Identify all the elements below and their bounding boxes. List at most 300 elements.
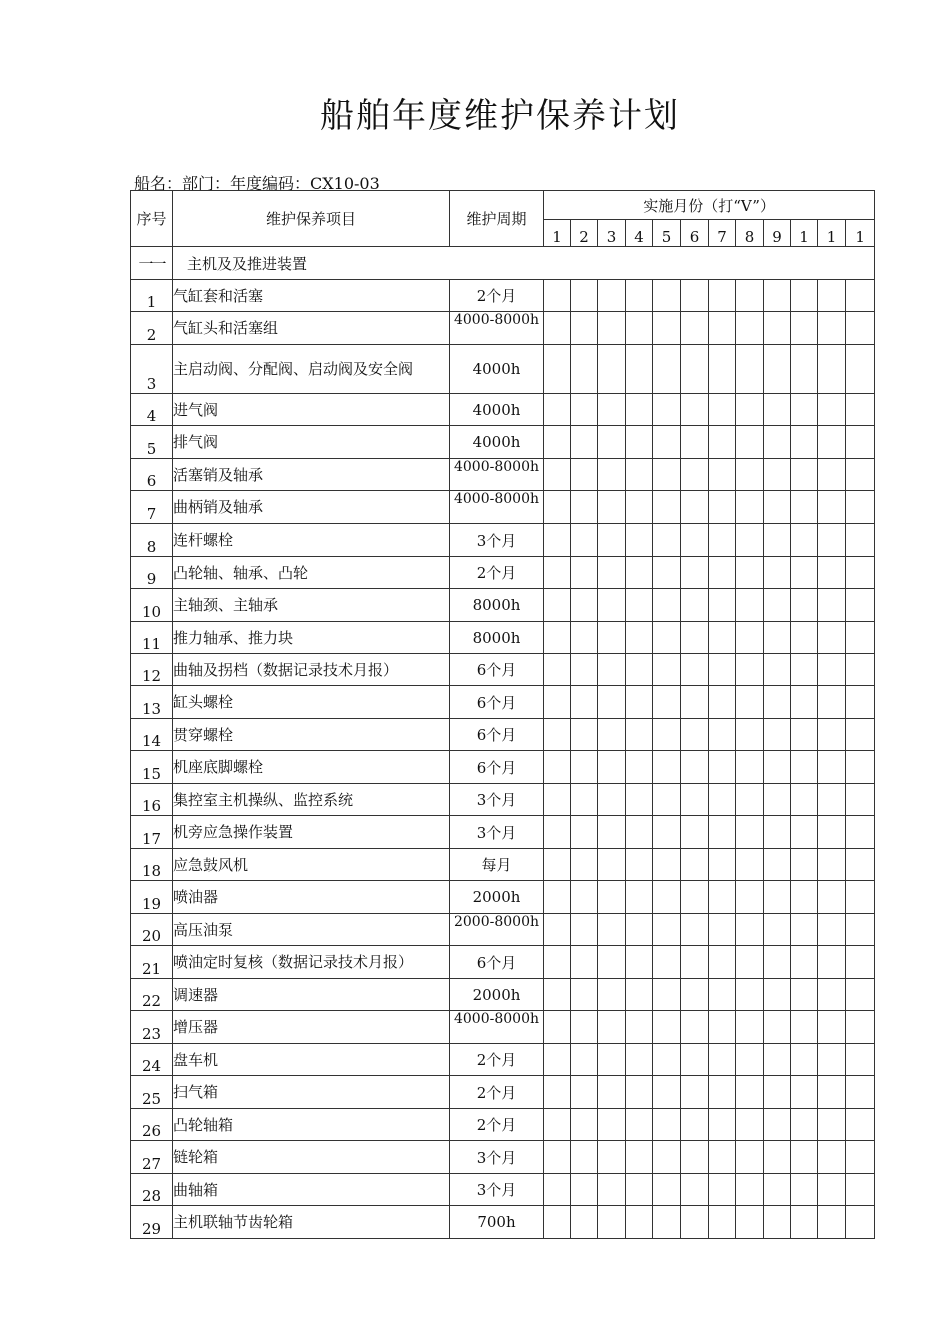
month-check-cell[interactable]: [626, 686, 653, 719]
month-check-cell[interactable]: [653, 280, 681, 312]
month-check-cell[interactable]: [764, 686, 791, 719]
month-check-cell[interactable]: [544, 345, 571, 394]
month-check-cell[interactable]: [791, 459, 818, 491]
month-check-cell[interactable]: [846, 491, 875, 524]
month-check-cell[interactable]: [736, 524, 764, 557]
month-check-cell[interactable]: [544, 459, 571, 491]
month-check-cell[interactable]: [709, 524, 736, 557]
month-check-cell[interactable]: [544, 557, 571, 589]
month-check-cell[interactable]: [571, 946, 598, 979]
month-check-cell[interactable]: [653, 1076, 681, 1109]
month-check-cell[interactable]: [846, 1109, 875, 1141]
month-check-cell[interactable]: [764, 784, 791, 816]
month-check-cell[interactable]: [736, 312, 764, 345]
month-check-cell[interactable]: [544, 524, 571, 557]
month-check-cell[interactable]: [598, 751, 626, 784]
month-check-cell[interactable]: [846, 946, 875, 979]
month-check-cell[interactable]: [709, 784, 736, 816]
month-check-cell[interactable]: [681, 751, 709, 784]
month-check-cell[interactable]: [571, 784, 598, 816]
month-check-cell[interactable]: [653, 394, 681, 426]
month-check-cell[interactable]: [846, 719, 875, 751]
month-check-cell[interactable]: [764, 280, 791, 312]
month-check-cell[interactable]: [791, 784, 818, 816]
month-check-cell[interactable]: [846, 622, 875, 654]
month-check-cell[interactable]: [598, 426, 626, 459]
month-check-cell[interactable]: [626, 979, 653, 1011]
month-check-cell[interactable]: [571, 622, 598, 654]
month-check-cell[interactable]: [544, 1044, 571, 1076]
month-check-cell[interactable]: [544, 946, 571, 979]
month-check-cell[interactable]: [709, 1174, 736, 1206]
month-check-cell[interactable]: [846, 1141, 875, 1174]
month-check-cell[interactable]: [681, 312, 709, 345]
month-check-cell[interactable]: [709, 491, 736, 524]
month-check-cell[interactable]: [736, 784, 764, 816]
month-check-cell[interactable]: [818, 719, 846, 751]
month-check-cell[interactable]: [544, 312, 571, 345]
month-check-cell[interactable]: [653, 1141, 681, 1174]
month-check-cell[interactable]: [626, 622, 653, 654]
month-check-cell[interactable]: [571, 914, 598, 946]
month-check-cell[interactable]: [681, 686, 709, 719]
month-check-cell[interactable]: [791, 394, 818, 426]
month-check-cell[interactable]: [846, 1044, 875, 1076]
month-check-cell[interactable]: [764, 312, 791, 345]
month-check-cell[interactable]: [764, 394, 791, 426]
month-check-cell[interactable]: [681, 946, 709, 979]
month-check-cell[interactable]: [736, 280, 764, 312]
month-check-cell[interactable]: [791, 1076, 818, 1109]
month-check-cell[interactable]: [598, 459, 626, 491]
month-check-cell[interactable]: [598, 914, 626, 946]
month-check-cell[interactable]: [791, 345, 818, 394]
month-check-cell[interactable]: [818, 1206, 846, 1239]
month-check-cell[interactable]: [681, 459, 709, 491]
month-check-cell[interactable]: [818, 1044, 846, 1076]
month-check-cell[interactable]: [818, 394, 846, 426]
month-check-cell[interactable]: [791, 654, 818, 686]
month-check-cell[interactable]: [681, 280, 709, 312]
month-check-cell[interactable]: [818, 622, 846, 654]
month-check-cell[interactable]: [709, 1141, 736, 1174]
month-check-cell[interactable]: [571, 1174, 598, 1206]
month-check-cell[interactable]: [544, 654, 571, 686]
month-check-cell[interactable]: [681, 557, 709, 589]
month-check-cell[interactable]: [653, 946, 681, 979]
month-check-cell[interactable]: [709, 459, 736, 491]
month-check-cell[interactable]: [598, 524, 626, 557]
month-check-cell[interactable]: [791, 426, 818, 459]
month-check-cell[interactable]: [544, 280, 571, 312]
month-check-cell[interactable]: [598, 312, 626, 345]
month-check-cell[interactable]: [736, 849, 764, 881]
month-check-cell[interactable]: [653, 426, 681, 459]
month-check-cell[interactable]: [791, 622, 818, 654]
month-check-cell[interactable]: [791, 1206, 818, 1239]
month-check-cell[interactable]: [818, 881, 846, 914]
month-check-cell[interactable]: [709, 686, 736, 719]
month-check-cell[interactable]: [709, 849, 736, 881]
month-check-cell[interactable]: [626, 751, 653, 784]
month-check-cell[interactable]: [626, 849, 653, 881]
month-check-cell[interactable]: [598, 394, 626, 426]
month-check-cell[interactable]: [544, 751, 571, 784]
month-check-cell[interactable]: [709, 946, 736, 979]
month-check-cell[interactable]: [818, 816, 846, 849]
month-check-cell[interactable]: [653, 784, 681, 816]
month-check-cell[interactable]: [709, 816, 736, 849]
month-check-cell[interactable]: [571, 589, 598, 622]
month-check-cell[interactable]: [791, 979, 818, 1011]
month-check-cell[interactable]: [791, 1141, 818, 1174]
month-check-cell[interactable]: [846, 1011, 875, 1044]
month-check-cell[interactable]: [818, 751, 846, 784]
month-check-cell[interactable]: [681, 849, 709, 881]
month-check-cell[interactable]: [544, 1109, 571, 1141]
month-check-cell[interactable]: [571, 557, 598, 589]
month-check-cell[interactable]: [571, 654, 598, 686]
month-check-cell[interactable]: [571, 979, 598, 1011]
month-check-cell[interactable]: [681, 524, 709, 557]
month-check-cell[interactable]: [681, 1206, 709, 1239]
month-check-cell[interactable]: [653, 849, 681, 881]
month-check-cell[interactable]: [598, 881, 626, 914]
month-check-cell[interactable]: [846, 589, 875, 622]
month-check-cell[interactable]: [818, 979, 846, 1011]
month-check-cell[interactable]: [791, 557, 818, 589]
month-check-cell[interactable]: [764, 881, 791, 914]
month-check-cell[interactable]: [818, 654, 846, 686]
month-check-cell[interactable]: [764, 654, 791, 686]
month-check-cell[interactable]: [544, 426, 571, 459]
month-check-cell[interactable]: [571, 719, 598, 751]
month-check-cell[interactable]: [846, 654, 875, 686]
month-check-cell[interactable]: [571, 686, 598, 719]
month-check-cell[interactable]: [544, 719, 571, 751]
month-check-cell[interactable]: [681, 589, 709, 622]
month-check-cell[interactable]: [736, 914, 764, 946]
month-check-cell[interactable]: [653, 686, 681, 719]
month-check-cell[interactable]: [681, 654, 709, 686]
month-check-cell[interactable]: [653, 881, 681, 914]
month-check-cell[interactable]: [818, 784, 846, 816]
month-check-cell[interactable]: [598, 557, 626, 589]
month-check-cell[interactable]: [736, 491, 764, 524]
month-check-cell[interactable]: [626, 524, 653, 557]
month-check-cell[interactable]: [653, 914, 681, 946]
month-check-cell[interactable]: [709, 1076, 736, 1109]
month-check-cell[interactable]: [736, 881, 764, 914]
month-check-cell[interactable]: [626, 491, 653, 524]
month-check-cell[interactable]: [544, 686, 571, 719]
month-check-cell[interactable]: [681, 1044, 709, 1076]
month-check-cell[interactable]: [736, 1206, 764, 1239]
month-check-cell[interactable]: [709, 589, 736, 622]
month-check-cell[interactable]: [736, 589, 764, 622]
month-check-cell[interactable]: [818, 1109, 846, 1141]
month-check-cell[interactable]: [544, 881, 571, 914]
month-check-cell[interactable]: [736, 1011, 764, 1044]
month-check-cell[interactable]: [846, 394, 875, 426]
month-check-cell[interactable]: [598, 654, 626, 686]
month-check-cell[interactable]: [791, 719, 818, 751]
month-check-cell[interactable]: [736, 622, 764, 654]
month-check-cell[interactable]: [653, 719, 681, 751]
month-check-cell[interactable]: [846, 686, 875, 719]
month-check-cell[interactable]: [626, 1109, 653, 1141]
month-check-cell[interactable]: [709, 1109, 736, 1141]
month-check-cell[interactable]: [764, 914, 791, 946]
month-check-cell[interactable]: [818, 459, 846, 491]
month-check-cell[interactable]: [764, 816, 791, 849]
month-check-cell[interactable]: [791, 914, 818, 946]
month-check-cell[interactable]: [653, 622, 681, 654]
month-check-cell[interactable]: [544, 622, 571, 654]
month-check-cell[interactable]: [626, 654, 653, 686]
month-check-cell[interactable]: [846, 1206, 875, 1239]
month-check-cell[interactable]: [544, 1141, 571, 1174]
month-check-cell[interactable]: [709, 622, 736, 654]
month-check-cell[interactable]: [571, 1206, 598, 1239]
month-check-cell[interactable]: [764, 719, 791, 751]
month-check-cell[interactable]: [544, 491, 571, 524]
month-check-cell[interactable]: [764, 524, 791, 557]
month-check-cell[interactable]: [653, 491, 681, 524]
month-check-cell[interactable]: [571, 1044, 598, 1076]
month-check-cell[interactable]: [626, 1044, 653, 1076]
month-check-cell[interactable]: [681, 1174, 709, 1206]
month-check-cell[interactable]: [709, 280, 736, 312]
month-check-cell[interactable]: [736, 1076, 764, 1109]
month-check-cell[interactable]: [818, 914, 846, 946]
month-check-cell[interactable]: [764, 345, 791, 394]
month-check-cell[interactable]: [626, 1141, 653, 1174]
month-check-cell[interactable]: [681, 719, 709, 751]
month-check-cell[interactable]: [626, 394, 653, 426]
month-check-cell[interactable]: [598, 1044, 626, 1076]
month-check-cell[interactable]: [653, 751, 681, 784]
month-check-cell[interactable]: [598, 979, 626, 1011]
month-check-cell[interactable]: [846, 881, 875, 914]
month-check-cell[interactable]: [736, 557, 764, 589]
month-check-cell[interactable]: [818, 849, 846, 881]
month-check-cell[interactable]: [544, 816, 571, 849]
month-check-cell[interactable]: [571, 312, 598, 345]
month-check-cell[interactable]: [764, 979, 791, 1011]
month-check-cell[interactable]: [818, 280, 846, 312]
month-check-cell[interactable]: [571, 1011, 598, 1044]
month-check-cell[interactable]: [626, 459, 653, 491]
month-check-cell[interactable]: [764, 491, 791, 524]
month-check-cell[interactable]: [653, 524, 681, 557]
month-check-cell[interactable]: [653, 1174, 681, 1206]
month-check-cell[interactable]: [653, 589, 681, 622]
month-check-cell[interactable]: [681, 979, 709, 1011]
month-check-cell[interactable]: [846, 345, 875, 394]
month-check-cell[interactable]: [681, 816, 709, 849]
month-check-cell[interactable]: [791, 589, 818, 622]
month-check-cell[interactable]: [681, 394, 709, 426]
month-check-cell[interactable]: [709, 1011, 736, 1044]
month-check-cell[interactable]: [818, 1076, 846, 1109]
month-check-cell[interactable]: [653, 816, 681, 849]
month-check-cell[interactable]: [791, 524, 818, 557]
month-check-cell[interactable]: [626, 816, 653, 849]
month-check-cell[interactable]: [736, 345, 764, 394]
month-check-cell[interactable]: [709, 394, 736, 426]
month-check-cell[interactable]: [736, 1141, 764, 1174]
month-check-cell[interactable]: [653, 1044, 681, 1076]
month-check-cell[interactable]: [653, 459, 681, 491]
month-check-cell[interactable]: [626, 426, 653, 459]
month-check-cell[interactable]: [791, 946, 818, 979]
month-check-cell[interactable]: [764, 849, 791, 881]
month-check-cell[interactable]: [681, 491, 709, 524]
month-check-cell[interactable]: [846, 524, 875, 557]
month-check-cell[interactable]: [598, 946, 626, 979]
month-check-cell[interactable]: [736, 1109, 764, 1141]
month-check-cell[interactable]: [764, 589, 791, 622]
month-check-cell[interactable]: [626, 784, 653, 816]
month-check-cell[interactable]: [736, 1044, 764, 1076]
month-check-cell[interactable]: [818, 345, 846, 394]
month-check-cell[interactable]: [571, 1109, 598, 1141]
month-check-cell[interactable]: [846, 459, 875, 491]
month-check-cell[interactable]: [681, 914, 709, 946]
month-check-cell[interactable]: [764, 1011, 791, 1044]
month-check-cell[interactable]: [764, 426, 791, 459]
month-check-cell[interactable]: [736, 751, 764, 784]
month-check-cell[interactable]: [626, 719, 653, 751]
month-check-cell[interactable]: [764, 557, 791, 589]
month-check-cell[interactable]: [791, 686, 818, 719]
month-check-cell[interactable]: [791, 751, 818, 784]
month-check-cell[interactable]: [571, 491, 598, 524]
month-check-cell[interactable]: [846, 849, 875, 881]
month-check-cell[interactable]: [791, 1044, 818, 1076]
month-check-cell[interactable]: [681, 426, 709, 459]
month-check-cell[interactable]: [626, 1206, 653, 1239]
month-check-cell[interactable]: [544, 394, 571, 426]
month-check-cell[interactable]: [818, 557, 846, 589]
month-check-cell[interactable]: [818, 524, 846, 557]
month-check-cell[interactable]: [598, 1076, 626, 1109]
month-check-cell[interactable]: [818, 946, 846, 979]
month-check-cell[interactable]: [598, 849, 626, 881]
month-check-cell[interactable]: [571, 751, 598, 784]
month-check-cell[interactable]: [736, 426, 764, 459]
month-check-cell[interactable]: [571, 345, 598, 394]
month-check-cell[interactable]: [846, 426, 875, 459]
month-check-cell[interactable]: [544, 849, 571, 881]
month-check-cell[interactable]: [736, 654, 764, 686]
month-check-cell[interactable]: [598, 719, 626, 751]
month-check-cell[interactable]: [653, 1109, 681, 1141]
month-check-cell[interactable]: [544, 914, 571, 946]
month-check-cell[interactable]: [736, 459, 764, 491]
month-check-cell[interactable]: [653, 312, 681, 345]
month-check-cell[interactable]: [571, 1141, 598, 1174]
month-check-cell[interactable]: [709, 1206, 736, 1239]
month-check-cell[interactable]: [846, 816, 875, 849]
month-check-cell[interactable]: [626, 345, 653, 394]
month-check-cell[interactable]: [598, 1174, 626, 1206]
month-check-cell[interactable]: [846, 1076, 875, 1109]
month-check-cell[interactable]: [818, 1011, 846, 1044]
month-check-cell[interactable]: [764, 1141, 791, 1174]
month-check-cell[interactable]: [709, 979, 736, 1011]
month-check-cell[interactable]: [764, 459, 791, 491]
month-check-cell[interactable]: [709, 345, 736, 394]
month-check-cell[interactable]: [626, 589, 653, 622]
month-check-cell[interactable]: [764, 1174, 791, 1206]
month-check-cell[interactable]: [846, 979, 875, 1011]
month-check-cell[interactable]: [736, 979, 764, 1011]
month-check-cell[interactable]: [846, 1174, 875, 1206]
month-check-cell[interactable]: [653, 654, 681, 686]
month-check-cell[interactable]: [626, 1011, 653, 1044]
month-check-cell[interactable]: [709, 1044, 736, 1076]
month-check-cell[interactable]: [571, 280, 598, 312]
month-check-cell[interactable]: [544, 1076, 571, 1109]
month-check-cell[interactable]: [598, 491, 626, 524]
month-check-cell[interactable]: [791, 849, 818, 881]
month-check-cell[interactable]: [571, 881, 598, 914]
month-check-cell[interactable]: [846, 312, 875, 345]
month-check-cell[interactable]: [709, 719, 736, 751]
month-check-cell[interactable]: [544, 1174, 571, 1206]
month-check-cell[interactable]: [818, 1141, 846, 1174]
month-check-cell[interactable]: [626, 1174, 653, 1206]
month-check-cell[interactable]: [818, 686, 846, 719]
month-check-cell[interactable]: [681, 345, 709, 394]
month-check-cell[interactable]: [681, 1141, 709, 1174]
month-check-cell[interactable]: [764, 751, 791, 784]
month-check-cell[interactable]: [571, 1076, 598, 1109]
month-check-cell[interactable]: [764, 622, 791, 654]
month-check-cell[interactable]: [626, 557, 653, 589]
month-check-cell[interactable]: [736, 1174, 764, 1206]
month-check-cell[interactable]: [681, 1011, 709, 1044]
month-check-cell[interactable]: [818, 1174, 846, 1206]
month-check-cell[interactable]: [653, 557, 681, 589]
month-check-cell[interactable]: [818, 312, 846, 345]
month-check-cell[interactable]: [736, 946, 764, 979]
month-check-cell[interactable]: [846, 280, 875, 312]
month-check-cell[interactable]: [626, 280, 653, 312]
month-check-cell[interactable]: [846, 557, 875, 589]
month-check-cell[interactable]: [736, 394, 764, 426]
month-check-cell[interactable]: [544, 1206, 571, 1239]
month-check-cell[interactable]: [571, 849, 598, 881]
month-check-cell[interactable]: [598, 1141, 626, 1174]
month-check-cell[interactable]: [791, 881, 818, 914]
month-check-cell[interactable]: [736, 719, 764, 751]
month-check-cell[interactable]: [544, 1011, 571, 1044]
month-check-cell[interactable]: [764, 1076, 791, 1109]
month-check-cell[interactable]: [571, 816, 598, 849]
month-check-cell[interactable]: [598, 686, 626, 719]
month-check-cell[interactable]: [598, 1011, 626, 1044]
month-check-cell[interactable]: [626, 946, 653, 979]
month-check-cell[interactable]: [571, 459, 598, 491]
month-check-cell[interactable]: [598, 1109, 626, 1141]
month-check-cell[interactable]: [571, 426, 598, 459]
month-check-cell[interactable]: [598, 784, 626, 816]
month-check-cell[interactable]: [709, 312, 736, 345]
month-check-cell[interactable]: [598, 345, 626, 394]
